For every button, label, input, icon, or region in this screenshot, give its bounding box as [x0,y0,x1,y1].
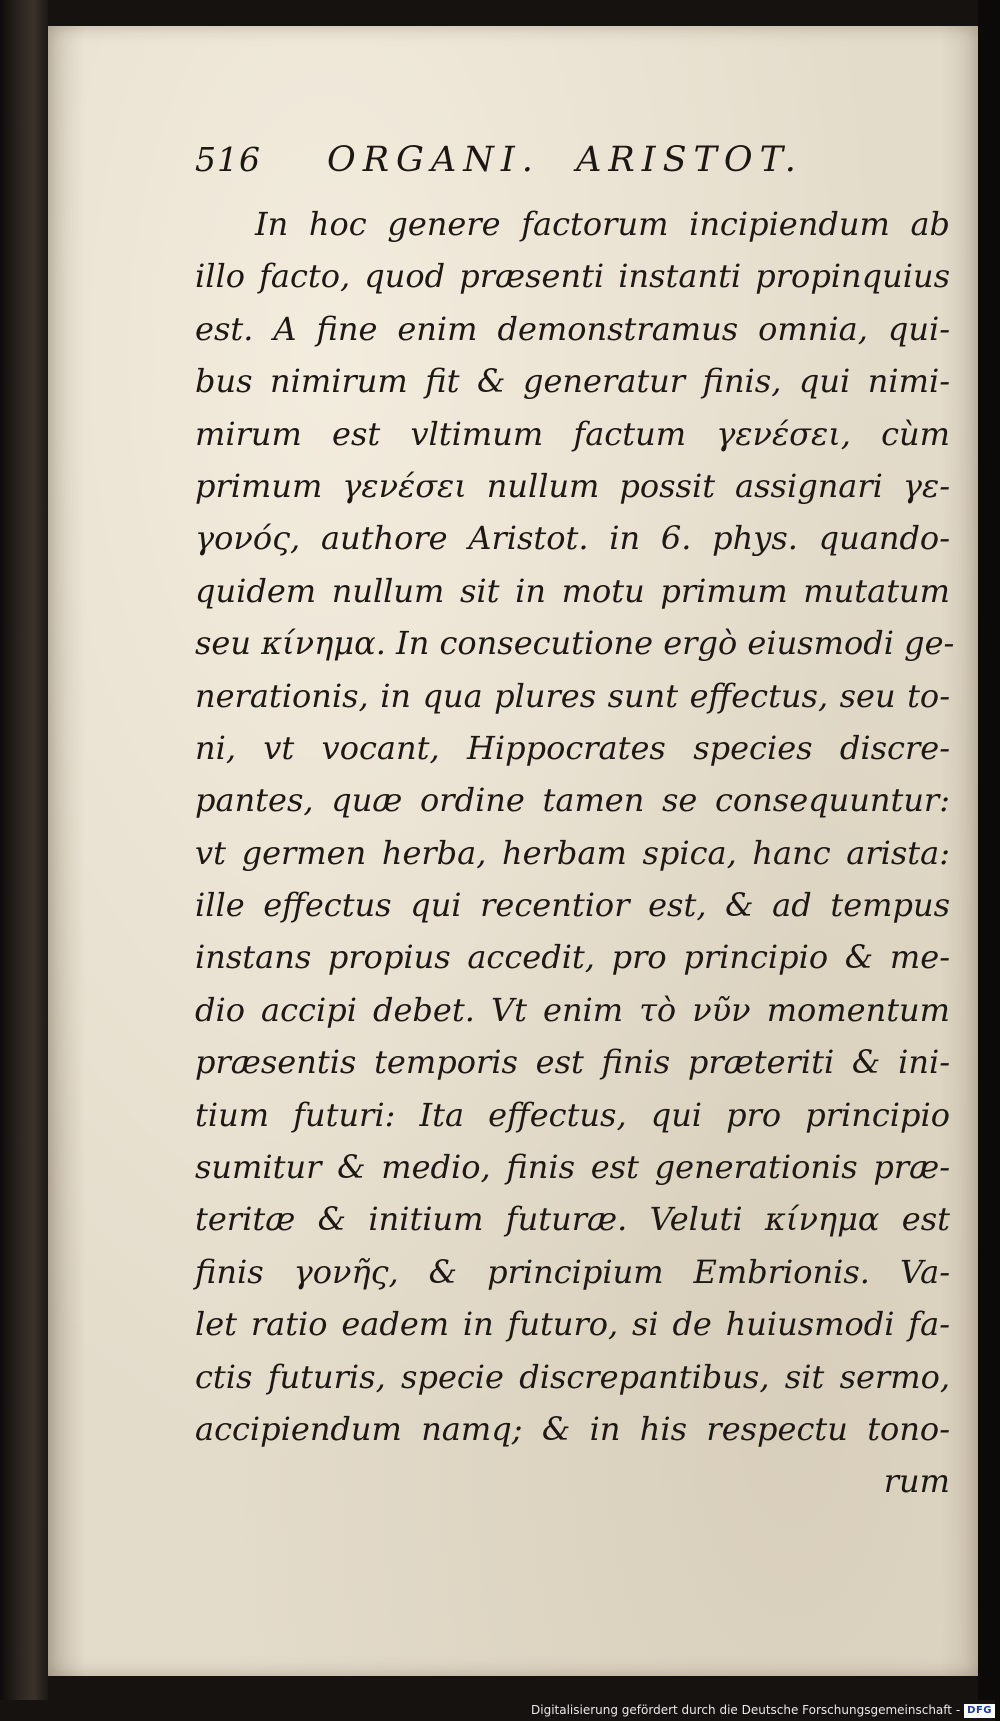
page-header [195,140,885,192]
catchword: rum [883,1462,950,1501]
text-line: seu κίνημα. In consecutione ergò eiusmodi ge- [195,624,955,663]
text-line: instans propius accedit, pro principio & me- [195,938,950,977]
text-line: ni, vt vocant, Hippocrates species discre- [195,728,950,767]
text-line: dio accipi debet. Vt enim τὸ νῦν momentum [195,990,950,1029]
text-line: est. A fine enim demonstramus omnia, qui- [195,309,950,348]
text-line: ille effectus qui recentior est, & ad tempus [195,886,950,925]
text-line: præsentis temporis est finis præteriti & ini- [195,1043,950,1082]
body-text [195,198,955,1508]
text-line: quidem nullum sit in motu primum mutatum [195,571,950,610]
text-line: ctis futuris, specie discrepantibus, sit sermo, [195,1357,950,1396]
text-line: primum γενέσει nullum possit assignari γε- [195,466,950,505]
text-line: γονός, authore Aristot. in 6. phys. quando- [195,519,950,558]
funding-note: Digitalisierung gefördert durch die Deutsche Forschungsgemeinschaft - [531,1703,961,1717]
book-binding-edge [0,0,48,1721]
text-line: teritæ & initium futuræ. Veluti κίνημα est [195,1200,950,1239]
text-line: accipiendum namq; & in his respectu tono- [195,1409,950,1448]
text-line: tium futuri: Ita effectus, qui pro principio [195,1095,950,1134]
scan-border [978,0,1000,1721]
dfg-logo: DFG [964,1704,995,1718]
running-title: ORGANI. ARISTOT. [327,140,803,180]
text-line: In hoc genere factorum incipiendum ab [255,205,950,243]
page-number: 516 [195,140,261,179]
digitization-footer [0,1700,995,1721]
text-line: vt germen herba, herbam spica, hanc arista: [195,833,950,872]
text-line: pantes, quæ ordine tamen se consequuntur: [195,781,950,820]
text-line: nerationis, in qua plures sunt effectus, seu to- [195,676,950,715]
text-line: mirum est vltimum factum γενέσει, cùm [195,414,950,453]
text-line: sumitur & medio, finis est generationis præ- [195,1148,950,1187]
text-line: bus nimirum fit & generatur finis, qui nimi- [195,362,950,401]
text-line: finis γονῆς, & principium Embrionis. Va- [195,1252,950,1291]
text-line: illo facto, quod præsenti instanti propinquius [195,257,950,296]
text-line: let ratio eadem in futuro, si de huiusmodi fa- [195,1305,950,1344]
